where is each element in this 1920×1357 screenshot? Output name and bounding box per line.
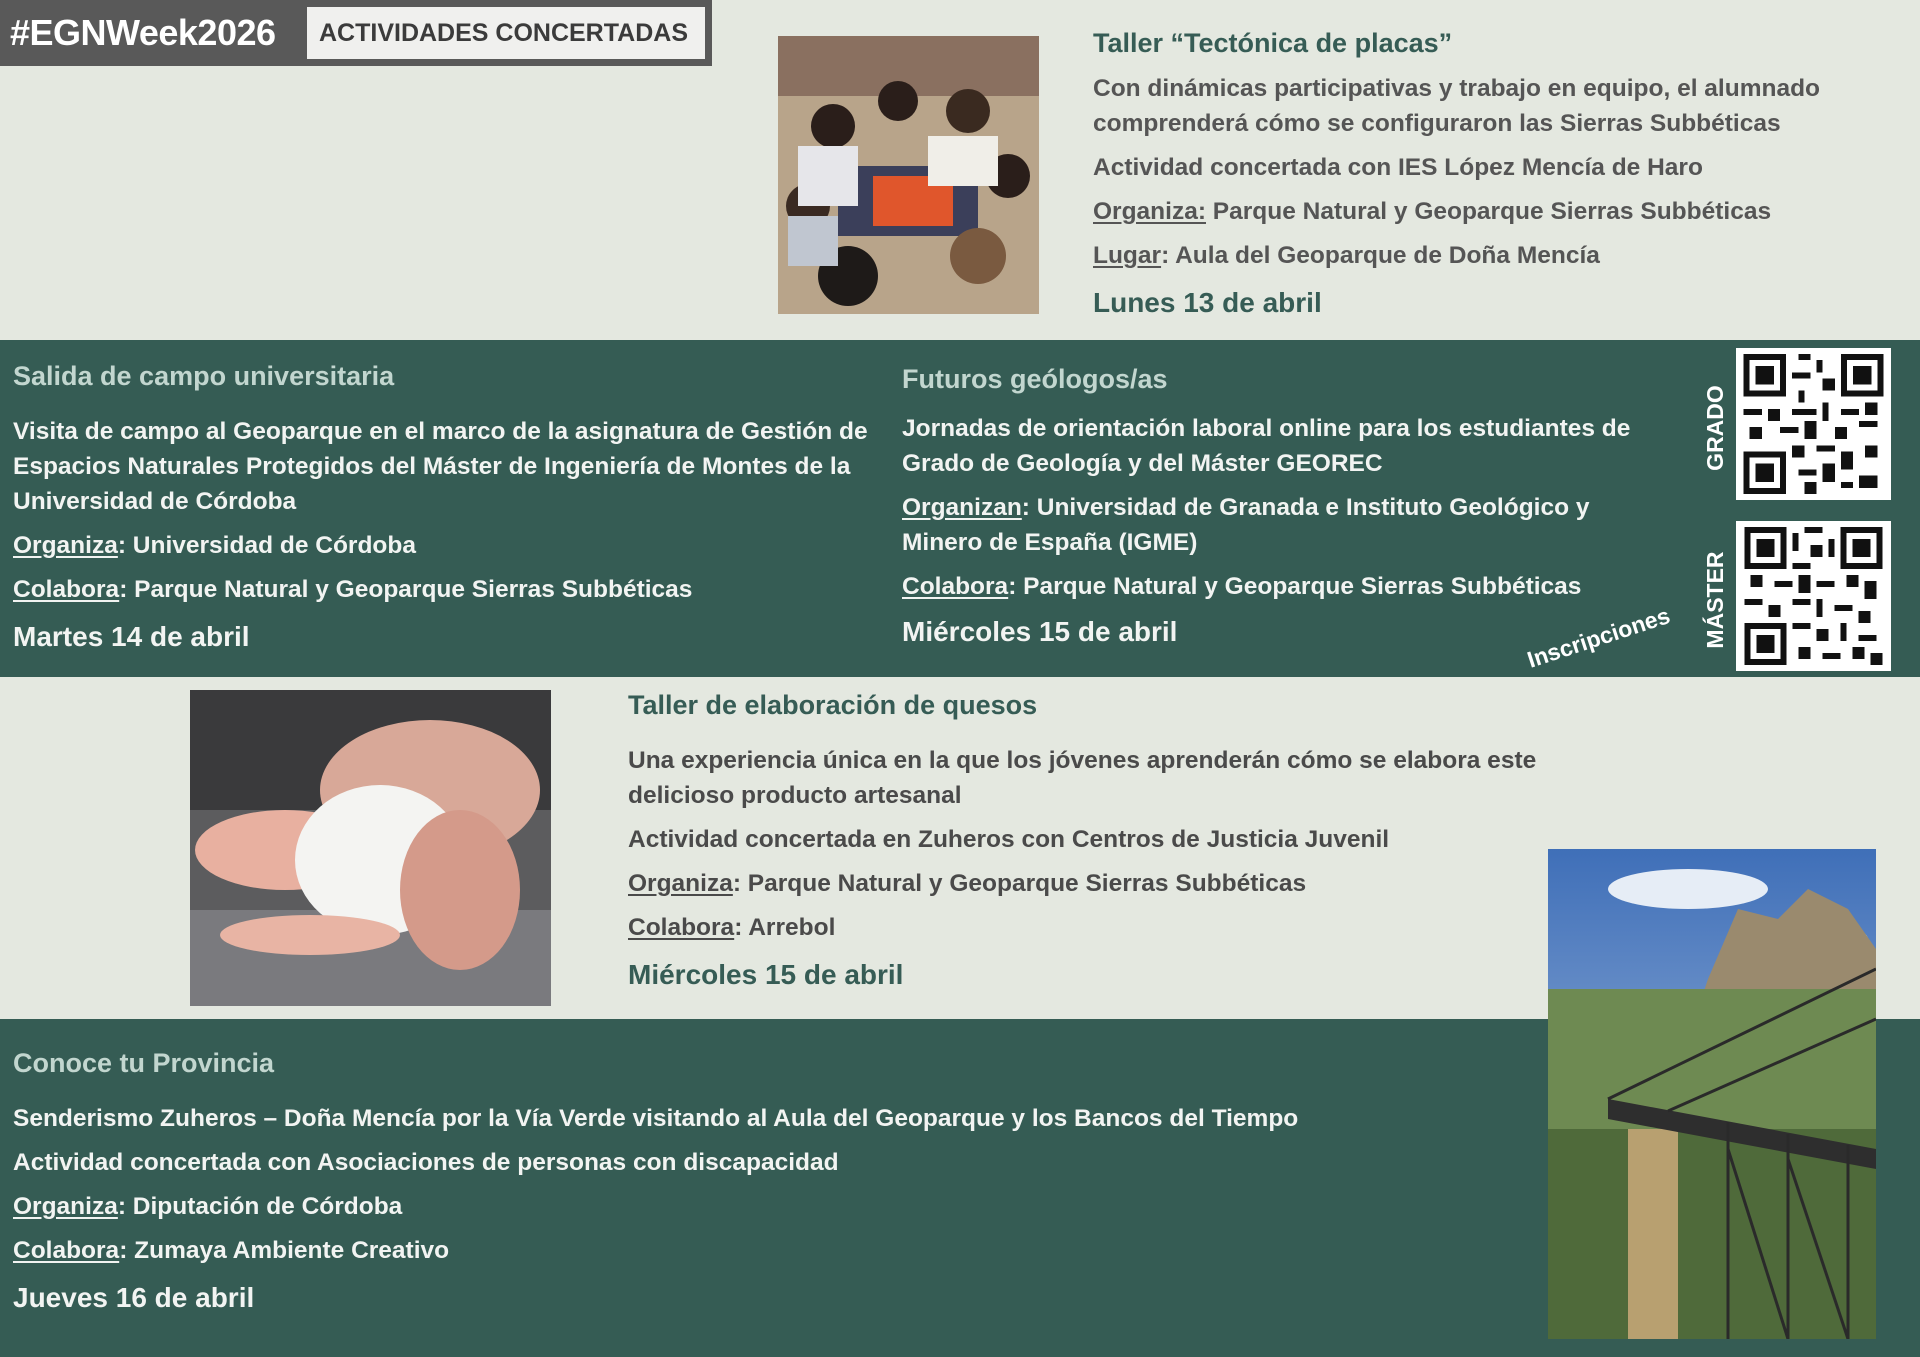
organiza-label: Organiza — [13, 1193, 118, 1220]
colabora-label: Colabora — [13, 1237, 120, 1264]
hashtag-badge: #EGNWeek2026 — [0, 0, 300, 66]
organiza-label: Organiza — [13, 532, 118, 559]
activity-organiza — [1093, 194, 1893, 229]
lugar-value: : Aula del Geoparque de Doña Mencía — [1161, 242, 1600, 269]
bridge-village-photo — [1548, 849, 1876, 1339]
colabora-label: Colabora — [902, 573, 1009, 600]
activity-organiza — [902, 490, 1662, 560]
activity-title: Conoce tu Provincia — [13, 1048, 275, 1078]
organiza-value: : Parque Natural y Geoparque Sierras Subbéticas — [732, 870, 1307, 897]
colabora-value: : Parque Natural y Geoparque Sierras Subbéticas — [119, 576, 693, 603]
qr-code-grado[interactable] — [1736, 348, 1891, 500]
activity-date: Martes 14 de abril — [13, 621, 250, 652]
activity-futuros-geologos — [902, 364, 1662, 648]
activity-title: Taller de elaboración de quesos — [628, 690, 1038, 720]
students-workshop-photo — [778, 36, 1039, 314]
organiza-value: Parque Natural y Geoparque Sierras Subbéticas — [1206, 198, 1772, 225]
activity-title: Salida de campo universitaria — [13, 361, 395, 391]
activity-colabora — [13, 572, 873, 607]
colabora-value: : Parque Natural y Geoparque Sierras Subbéticas — [1008, 573, 1582, 600]
qr-grado-label: GRADO — [1702, 385, 1728, 471]
activity-note: Actividad concertada en Zuheros con Centros de Justicia Juvenil — [628, 826, 1390, 853]
activity-organiza — [13, 1189, 1513, 1224]
activity-organiza — [628, 866, 1548, 901]
organiza-value: : Diputación de Córdoba — [117, 1193, 403, 1220]
activity-date: Miércoles 15 de abril — [902, 616, 1178, 647]
activity-colabora — [13, 1233, 1513, 1268]
activity-note: Actividad concertada con IES López Mencía de Haro — [1093, 154, 1703, 181]
activity-description: Con dinámicas participativas y trabajo en equipo, el alumnado comprenderá cómo se configuraron las Sierras Subbéticas — [1093, 75, 1821, 137]
activity-salida-campo — [13, 361, 873, 653]
activity-conoce-provincia — [13, 1048, 1513, 1314]
section-label — [300, 0, 712, 66]
activity-date: Lunes 13 de abril — [1093, 287, 1322, 318]
activity-colabora — [902, 569, 1662, 604]
colabora-label: Colabora — [13, 576, 120, 603]
organiza-value: : Universidad de Granada e Instituto Geológico y Minero de España (IGME) — [902, 494, 1590, 556]
organiza-label: Organiza — [628, 870, 733, 897]
colabora-label: Colabora — [628, 914, 735, 941]
qr-master-label: MÁSTER — [1702, 551, 1728, 649]
section-label-text: ACTIVIDADES CONCERTADAS — [307, 7, 705, 59]
activity-description: Jornadas de orientación laboral online para los estudiantes de Grado de Geología y del Máster GEOREC — [902, 415, 1631, 477]
colabora-value: : Arrebol — [734, 914, 836, 941]
activity-colabora — [628, 910, 1548, 945]
cheese-making-photo — [190, 690, 551, 1006]
colabora-value: : Zumaya Ambiente Creativo — [119, 1237, 450, 1264]
activity-description: Visita de campo al Geoparque en el marco de la asignatura de Gestión de Espacios Naturales Protegidos del Máster de Ingeniería de Montes de la Universidad de Córdoba — [13, 418, 868, 515]
inscripciones-label: Inscripciones — [1524, 602, 1674, 673]
activity-organiza — [13, 528, 873, 563]
activity-description: Senderismo Zuheros – Doña Mencía por la Vía Verde visitando al Aula del Geoparque y los Bancos del Tiempo — [13, 1105, 1299, 1132]
activity-title: Futuros geólogos/as — [902, 364, 1168, 394]
qr-code-master[interactable] — [1736, 521, 1891, 671]
activity-lugar — [1093, 238, 1893, 273]
activity-date: Miércoles 15 de abril — [628, 959, 904, 990]
organiza-value: : Universidad de Córdoba — [117, 532, 416, 559]
activity-note: Actividad concertada con Asociaciones de personas con discapacidad — [13, 1149, 839, 1176]
organiza-label: Organizan — [902, 494, 1022, 521]
activity-description: Una experiencia única en la que los jóvenes aprenderán cómo se elabora este delicioso producto artesanal — [628, 747, 1537, 809]
organiza-label: Organiza: — [1093, 198, 1206, 225]
activity-tectonica — [1093, 28, 1893, 319]
activity-date: Jueves 16 de abril — [13, 1282, 255, 1313]
activity-title: Taller “Tectónica de placas” — [1093, 28, 1453, 58]
lugar-label: Lugar — [1093, 242, 1162, 269]
activity-quesos — [628, 690, 1548, 991]
